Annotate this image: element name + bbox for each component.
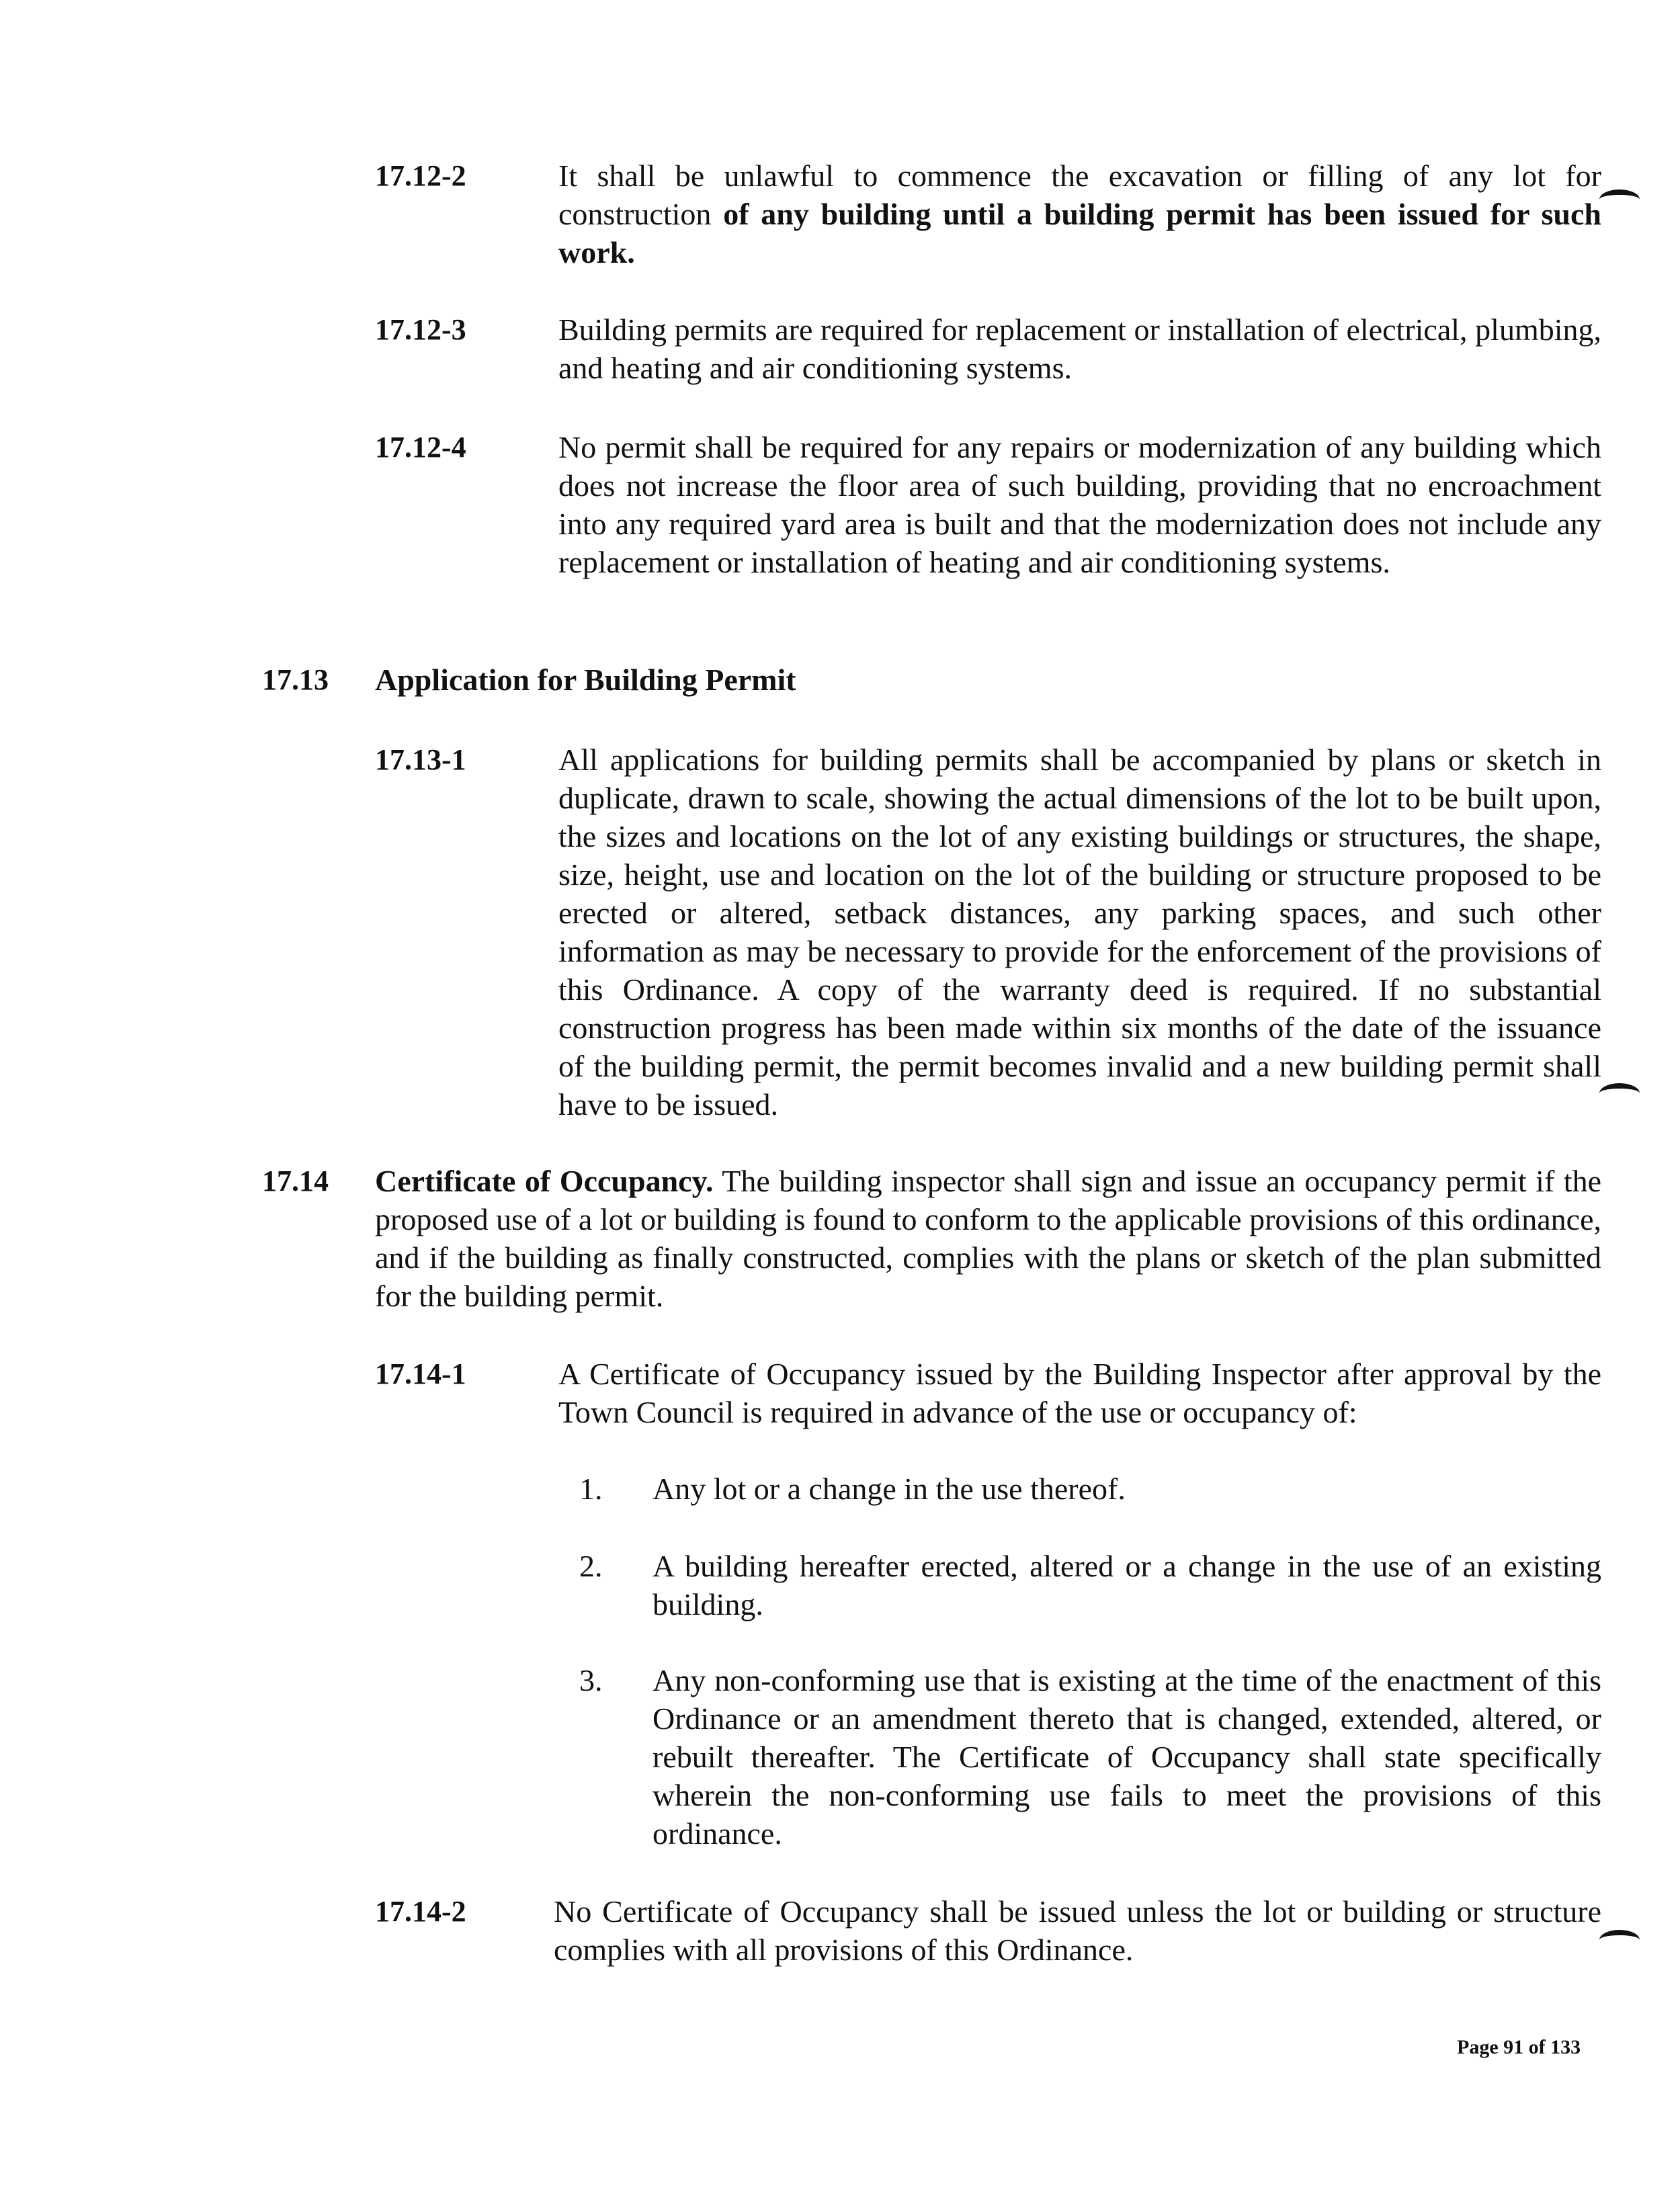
list-item-number: 2. <box>579 1549 603 1583</box>
section-title: Certificate of Occupancy. <box>375 1164 714 1198</box>
list-item: Any non-conforming use that is existing at the time of the enactment of this Ordinance or an amendment thereto that is changed, extended, altered, or rebuilt thereafter. The Certificate of Occupancy shall state specifically wherein the non-conforming use fails to meet the provisions of this ordinance. <box>653 1663 1601 1851</box>
section-number: 17.12-4 <box>375 431 466 464</box>
section-number: 17.14 <box>262 1165 329 1197</box>
section-number: 17.13 <box>262 663 329 696</box>
section-number: 17.13-1 <box>375 743 466 776</box>
list-item-number: 1. <box>579 1472 603 1506</box>
scan-mark <box>1599 1930 1640 1950</box>
section-text <box>558 157 1601 271</box>
section-title: Application for Building Permit <box>375 663 796 697</box>
list-item-number: 3. <box>579 1663 603 1697</box>
scan-mark <box>1599 189 1640 210</box>
text-bold: of any building until a building permit has been issued for such work. <box>558 197 1601 269</box>
section-text: Building permits are required for replacement or installation of electrical, plumbing, and heating and air conditioning systems. <box>558 312 1601 385</box>
section-body: The building inspector shall sign and issue an occupancy permit if the proposed use of a lot or building is found to conform to the applicable provisions of this ordinance, and if the building as finally constructed, complies with the plans or sketch of the plan submitted for the building permit. <box>375 1164 1601 1313</box>
section-text: All applications for building permits shall be accompanied by plans or sketch in duplicate, drawn to scale, showing the actual dimensions of the lot to be built upon, the sizes and locations on the lot of any existing buildings or structures, the shape, size, height, use and location on the lot of the building or structure proposed to be erected or altered, setback distances, any parking spaces, and such other information as may be necessary to provide for the enforcement of the provisions of this Ordinance. A copy of the warranty deed is required. If no substantial construction progress has been made within six months of the date of the issuance of the building permit, the permit becomes invalid and a new building permit shall have to be issued. <box>558 743 1601 1122</box>
section-text: A Certificate of Occupancy issued by the Building Inspector after approval by the Town Council is required in advance of the use or occupancy of: <box>558 1357 1601 1429</box>
page-number: Page 91 of 133 <box>1457 2036 1581 2058</box>
section-text <box>375 1162 1601 1315</box>
section-text: No Certificate of Occupancy shall be issued unless the lot or building or structure complies with all provisions of this Ordinance. <box>554 1894 1601 1967</box>
section-number: 17.14-2 <box>375 1895 466 1928</box>
scan-mark <box>1599 1083 1640 1103</box>
section-number: 17.12-2 <box>375 159 466 192</box>
section-text: No permit shall be required for any repairs or modernization of any building which does not increase the floor area of such building, providing that no encroachment into any required yard area is built and that the modernization does not include any replacement or installation of heating and air conditioning systems. <box>558 430 1601 579</box>
list-item: A building hereafter erected, altered or a change in the use of an existing building. <box>653 1549 1601 1621</box>
list-item: Any lot or a change in the use thereof. <box>653 1472 1126 1506</box>
text-plain: It shall be unlawful to commence the excavation or filling of any lot for construction <box>558 159 1601 231</box>
section-number: 17.14-1 <box>375 1357 466 1390</box>
section-number: 17.12-3 <box>375 313 466 346</box>
